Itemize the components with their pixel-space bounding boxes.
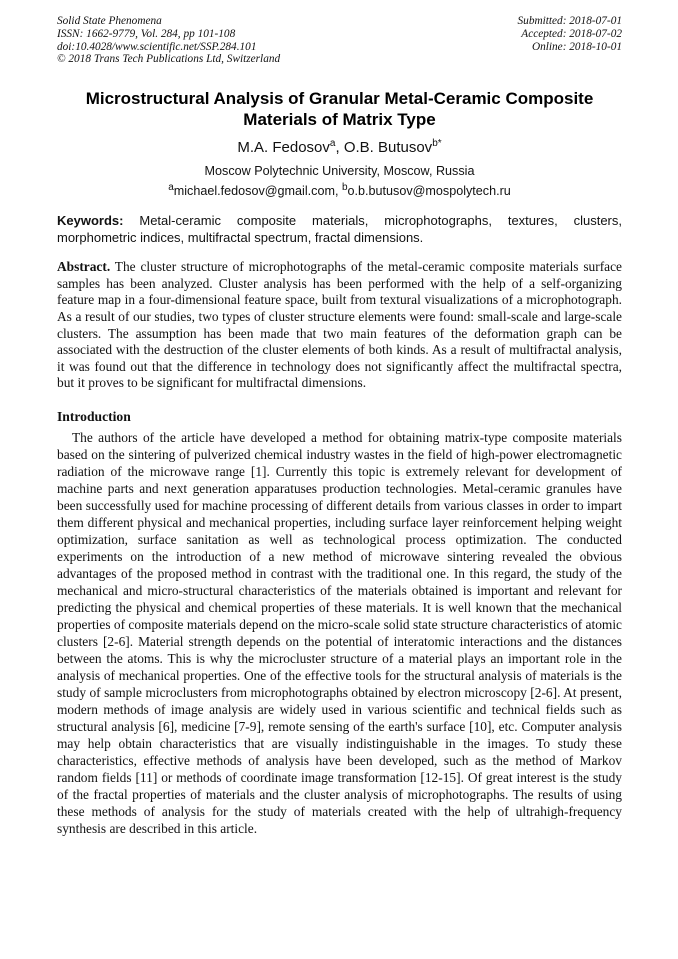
journal-header-right — [518, 15, 622, 66]
emails-line — [57, 184, 622, 199]
keywords-block — [57, 213, 622, 246]
email-1-mark: a — [168, 182, 174, 193]
journal-header — [57, 15, 622, 66]
email-1: michael.fedosov@gmail.com, — [173, 184, 342, 199]
author-1-affiliation-mark: a — [329, 138, 336, 150]
section-heading-introduction: Introduction — [57, 408, 131, 424]
email-2: o.b.butusov@mospolytech.ru — [347, 184, 511, 199]
author-2-affiliation-mark: b* — [432, 138, 442, 150]
abstract-label: Abstract. — [57, 259, 111, 275]
affiliation-line: Moscow Polytechnic University, Moscow, Russia — [204, 164, 475, 179]
author-2: O.B. Butusov — [343, 139, 433, 157]
authors-line — [57, 139, 622, 157]
accepted-date: Accepted: 2018-07-02 — [521, 27, 622, 40]
abstract-text: The cluster structure of microphotographs of the metal-ceramic composite materials surface samples has been analyzed. Cluster analysis has been performed with the help of a self-organizing feature map in a four-dimensional feature space, built from textural visualizations of a microphotograph. As a result of our studies, two types of cluster structure elements were found: small-scale and large-scale clusters. The assumption has been made that two main features of the deformation graph can be associated with the destruction of the cluster elements of both kinds. As a result of multifractal analysis, it was found out that the difference in technology does not significantly affect the multifractal spectra, but it proves to be significant for multifractal dimensions. — [57, 259, 622, 391]
introduction-paragraph: The authors of the article have developed a method for obtaining matrix-type composite materials based on the sintering of pulverized chemical industry wastes in the field of high-power electromagnetic radiation of the microwave range [1]. Currently this topic is extremely relevant for development of machine parts and next generation apparatuses production technologies. Metal-ceramic granules have been successfully used for machine processing of different details from various classes in order to impart them different physical and mechanical properties, including surface layer reinforcement helping weight optimization, surface sanitation as well as technological process optimization. The conducted experiments on the introduction of a new method of microwave sintering revealed the obvious advantages of the proposed method in contrast with the traditional one. In this regard, the study of the mechanical and micro-structural characteristics of the materials obtained is important and relevant for predicting the physical and chemical properties of these materials. It is well known that the mechanical properties of composite materials depend on the micro-scale solid state structure characteristics of atomic clusters [2-6]. Material strength depends on the potential of interatomic interactions and the distances between the atoms. This is why the microcluster structure of a material plays an important role in the analysis of mechanical properties. One of the effective tools for the structural analysis of materials is the study of sample microclusters from microphotographs obtained by electron microscopy [2-6]. At present, modern methods of image analysis are widely used in various scientific and technical fields such as structural analysis [6], medicine [7-9], remote sensing of the earth's surface [10], etc. Computer analysis may help obtain characteristics that are visually indistinguishable in the images. To study these characteristics, effective methods of analysis have been developed, such as the method of Markov random fields [11] or methods of coordinate image transformation [12-15]. Of great interest is the study of the fractal properties of materials and the cluster analysis of microphotographs. The results of using these methods of analysis for the study of materials created with the help of ultrahigh-frequency synthesis are described in this article. — [57, 429, 622, 836]
journal-name: Solid State Phenomena — [57, 15, 162, 27]
paper-title-line2: Materials of Matrix Type — [243, 110, 436, 130]
paper-title-line1: Microstructural Analysis of Granular Metal-Ceramic Composite — [85, 89, 594, 109]
journal-header-left — [57, 15, 280, 66]
copyright-line: © 2018 Trans Tech Publications Ltd, Switzerland — [57, 53, 281, 66]
authors-separator: , — [335, 139, 344, 157]
online-date: Online: 2018-10-01 — [531, 40, 622, 53]
keywords-label: Keywords: — [57, 213, 124, 229]
author-1: M.A. Fedosov — [237, 139, 330, 157]
issn-volume-line: ISSN: 1662-9779, Vol. 284, pp 101-108 — [57, 27, 236, 40]
abstract-block — [57, 259, 622, 392]
email-2-mark: b — [341, 182, 348, 193]
doi-line: doi:10.4028/www.scientific.net/SSP.284.101 — [57, 40, 257, 53]
paper-title — [57, 88, 622, 130]
keywords-text: Metal-ceramic composite materials, microphotographs, textures, clusters, morphometric indices, multifractal spectrum, fractal dimensions. — [57, 213, 622, 245]
submitted-date: Submitted: 2018-07-01 — [517, 15, 622, 27]
